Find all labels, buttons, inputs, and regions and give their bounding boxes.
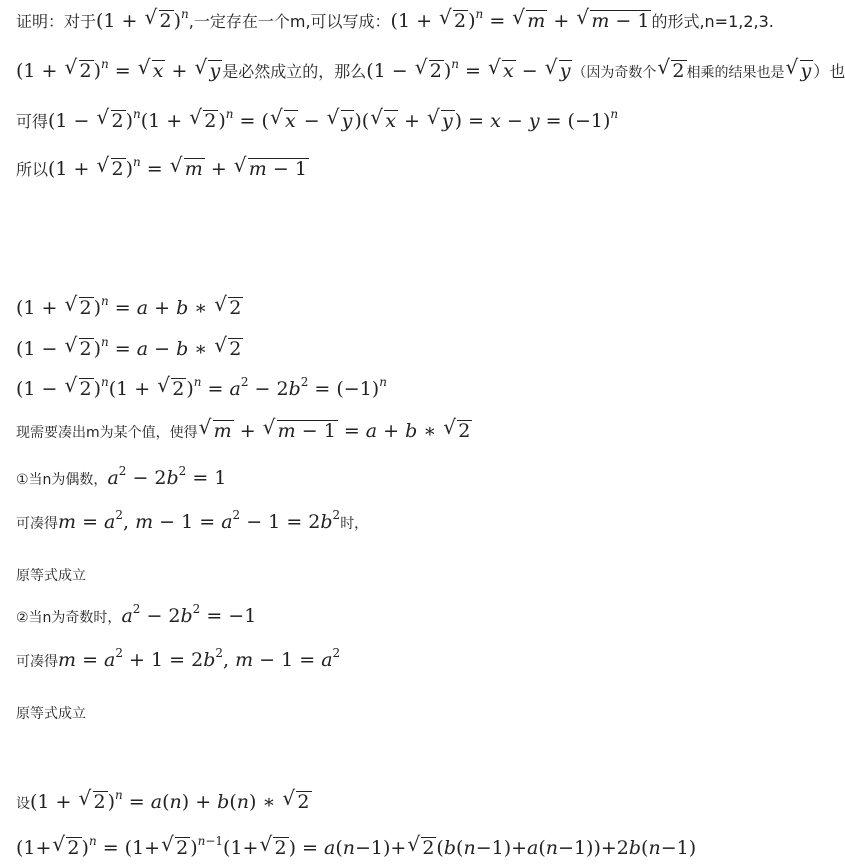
text-segment: 设 — [16, 796, 30, 812]
text-segment: 原等式成立 — [16, 706, 86, 722]
math-formula: (1 − √ 2 )$^n$ = a − b ∗ √ 2 — [16, 338, 243, 360]
text-line-6 — [16, 335, 243, 360]
math-formula: $a^2 - 2b^2 = -1$ — [121, 602, 257, 627]
text-line-4 — [16, 155, 309, 180]
text-segment: 的形式,n=1,2,3. — [651, 12, 774, 31]
text-line-10 — [16, 508, 369, 533]
text-line-13 — [16, 646, 341, 671]
text-line-9 — [16, 464, 227, 489]
math-formula: (1 − √ 2 )$^n$(1 + √ 2 )$^n = a^2 - 2b^2 = (-1)^n$ — [16, 378, 387, 400]
math-formula: √ m + √ m − 1 = a + b ∗ √ 2 — [198, 420, 473, 442]
text-line-8 — [16, 420, 472, 441]
text-segment: 相乘的结果也是 — [686, 65, 785, 81]
text-segment: 所以 — [16, 160, 49, 179]
text-line-1 — [16, 7, 774, 32]
math-formula: (1 + √ 2 )$^n$ — [96, 10, 189, 32]
text-line-15 — [16, 788, 312, 813]
math-formula: (1+√ 2 )$^n$ = (1+√ 2 )$^{n-1}$(1+√ 2 ) = a(n−1)+√ 2 (b(n−1)+a(n−1))+2b(n−1) — [16, 837, 696, 859]
text-segment: 可凑得 — [16, 654, 58, 670]
math-formula: (1 + √ 2 )$^n$ = √ x + √ y — [16, 60, 222, 82]
math-formula: $m = a^2$, $m - 1 = a^2 - 1 = 2b^2$ — [58, 508, 341, 533]
math-formula: (1 + √ 2 )$^n$ = √ m + √ m − 1 — [48, 158, 309, 180]
text-segment: 是必然成立的，那么 — [222, 62, 367, 81]
text-line-11 — [16, 567, 86, 583]
text-segment: 可得 — [16, 112, 49, 131]
math-formula: (1 + √ 2 )$^n$ = √ m + √ m − 1 — [391, 10, 652, 32]
text-segment: 证明：对于 — [16, 12, 97, 31]
text-segment: 可凑得 — [16, 516, 58, 532]
text-segment: （因为奇数个 — [572, 65, 657, 81]
text-line-12 — [16, 602, 257, 627]
text-segment: ,一定存在一个m,可以写成： — [188, 12, 391, 31]
math-formula: √ y — [785, 60, 814, 82]
math-formula: √ 2 — [656, 60, 686, 82]
text-segment: ①当n为偶数， — [16, 472, 108, 488]
text-segment: ②当n为奇数时， — [16, 610, 122, 626]
text-segment: 时， — [340, 516, 369, 532]
text-line-7 — [16, 375, 387, 400]
text-segment: 现需要凑出m为某个值，使得 — [16, 425, 198, 441]
text-line-16 — [16, 834, 697, 859]
text-segment: ）也 — [813, 62, 845, 81]
text-segment: 原等式成立 — [16, 568, 86, 584]
math-formula: $a^2 - 2b^2 = 1$ — [107, 464, 227, 489]
math-formula: (1 + √ 2 )$^n$ = a + b ∗ √ 2 — [16, 297, 243, 319]
text-line-3 — [16, 107, 619, 132]
text-line-2 — [16, 57, 845, 82]
math-formula: (1 − √ 2 )$^n$(1 + √ 2 )$^n$ = (√ x − √ y )(√ x + √ y ) = $x - y = (-1)^n$ — [48, 110, 618, 132]
math-formula: (1 + √ 2 )$^n$ = a(n) + b(n) ∗ √ 2 — [30, 791, 312, 813]
text-line-5 — [16, 294, 243, 319]
math-formula: (1 − √ 2 )$^n$ = √ x − √ y — [366, 60, 572, 82]
text-line-14 — [16, 705, 86, 721]
math-formula: $m = a^2 + 1 = 2b^2$, $m - 1 = a^2$ — [58, 646, 341, 671]
